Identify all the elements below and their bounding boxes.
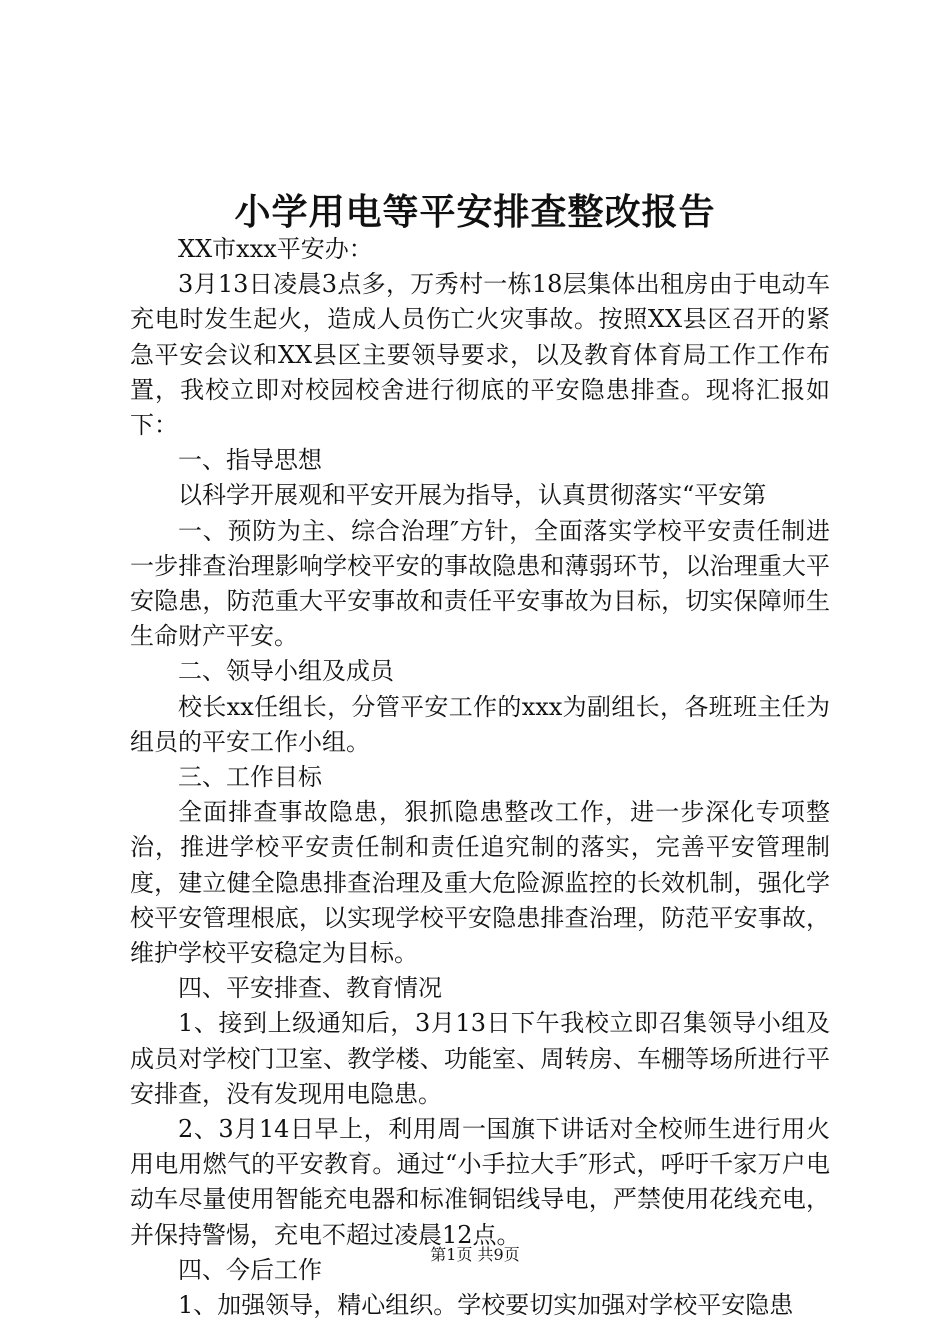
paragraph: 1、加强领导，精心组织。学校要切实加强对学校平安隐患: [178, 1291, 794, 1320]
document-title: 小学用电等平安排查整改报告: [234, 191, 716, 233]
section-heading-future-work: 四、今后工作: [178, 1255, 322, 1284]
section-heading-guiding-ideology: 一、指导思想: [178, 446, 322, 475]
salutation: XX市xxx平安办：: [178, 235, 373, 263]
document-body: [130, 232, 830, 1323]
paragraph: 全面排查事故隐患，狠抓隐患整改工作，进一步深化专项整治，推进学校平安责任制和责任追究制的落实，完善平安管理制度，建立健全隐患排查治理及重大危险源监控的长效机制，强化学校平安管理根底，以实现学校平安隐患排查治理，防范平安事故，维护学校平安稳定为目标。: [130, 798, 830, 968]
paragraph: 一、预防为主、综合治理″方针，全面落实学校平安责任制进一步排查治理影响学校平安的事故隐患和薄弱环节，以治理重大平安隐患，防范重大平安事故和责任平安事故为目标，切实保障师生生命财产平安。: [130, 516, 830, 651]
page-footer: 第1页 共9页: [430, 1245, 520, 1264]
section-heading-work-goals: 三、工作目标: [178, 763, 322, 792]
paragraph: 1、接到上级通知后，3月13日下午我校立即召集领导小组及成员对学校门卫室、教学楼、功能室、周转房、车棚等场所进行平安排查，没有发现用电隐患。: [130, 1009, 830, 1108]
paragraph: 2、3月14日早上，利用周一国旗下讲话对全校师生进行用火用电用燃气的平安教育。通过“小手拉大手″形式，呼吁千家万户电动车尽量使用智能充电器和标准铜铝线导电，严禁使用花线充电，并保持警惕，充电不超过凌晨12点。: [130, 1115, 830, 1249]
paragraph: 以科学开展观和平安开展为指导，认真贯彻落实“平安第: [178, 481, 767, 510]
section-heading-leadership-group: 二、领导小组及成员: [178, 657, 394, 686]
section-heading-inspection: 四、平安排查、教育情况: [178, 974, 442, 1003]
intro-paragraph: 3月13日凌晨3点多，万秀村一栋18层集体出租房由于电动车充电时发生起火，造成人员伤亡火灾事故。按照XX县区召开的紧急平安会议和XX县区主要领导要求，以及教育体育局工作工作布置，我校立即对校园校舍进行彻底的平安隐患排查。现将汇报如下：: [130, 270, 830, 440]
paragraph: 校长xx任组长，分管平安工作的xxx为副组长，各班班主任为组员的平安工作小组。: [130, 692, 830, 756]
